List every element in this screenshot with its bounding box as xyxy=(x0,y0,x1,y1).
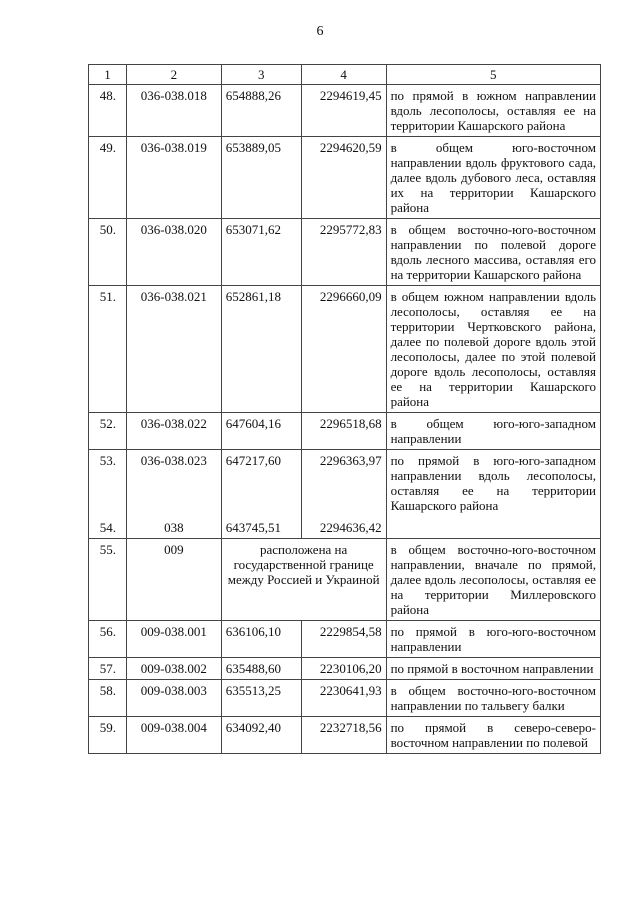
row-number: 56. xyxy=(89,621,127,658)
coord-x: 635488,60 xyxy=(221,658,301,680)
boundary-description: по прямой в юго-юго-восточном направлении xyxy=(386,621,600,658)
coord-y: 2230106,20 xyxy=(301,658,386,680)
boundary-description: по прямой в восточном направлении xyxy=(386,658,600,680)
table-row xyxy=(89,717,601,754)
point-code: 036-038.021 xyxy=(126,286,221,413)
border-location-note: расположена на государственной границе между Россией и Украиной xyxy=(221,539,386,621)
coord-y: 2229854,58 xyxy=(301,621,386,658)
boundary-description: в общем восточно-юго-восточном направлении по полевой дороге вдоль лесного массива, оставляя его на территории Кашарского района xyxy=(386,219,600,286)
table-row xyxy=(89,137,601,219)
row-number: 48. xyxy=(89,85,127,137)
coord-x: 643745,51 xyxy=(225,520,281,535)
coord-x: 636106,10 xyxy=(221,621,301,658)
coord-y: 2230641,93 xyxy=(301,680,386,717)
row-number: 52. xyxy=(89,413,127,450)
coord-x: 635513,25 xyxy=(221,680,301,717)
boundary-description: в общем юго-восточном направлении вдоль фруктового сада, далее вдоль дубового леса, оставляя их на территории Кашарского района xyxy=(386,137,600,219)
coord-x: 653889,05 xyxy=(221,137,301,219)
boundary-description: по прямой в северо-северо-восточном направлении по полевой xyxy=(386,717,600,754)
row-number: 53. xyxy=(99,453,116,468)
boundary-description: по прямой в южном направлении вдоль лесополосы, оставляя ее на территории Кашарского района xyxy=(386,85,600,137)
boundary-table xyxy=(88,64,601,754)
row-number: 55. xyxy=(89,539,127,621)
point-code: 038 xyxy=(164,520,184,535)
coord-y: 2296518,68 xyxy=(301,413,386,450)
row-number: 59. xyxy=(89,717,127,754)
boundary-description: в общем южном направлении вдоль лесополосы, оставляя ее на территории Чертковского района, далее по полевой дороге вдоль этой лесополосы, далее по этой полевой дороге вдоль лесополосы, оставляя ее на территории Кашарского района xyxy=(386,286,600,413)
coord-y: 2294620,59 xyxy=(301,137,386,219)
coord-y: 2296363,97 xyxy=(319,453,382,468)
table-row xyxy=(89,85,601,137)
boundary-description: в общем восточно-юго-восточном направлении по тальвегу балки xyxy=(386,680,600,717)
table-row xyxy=(89,621,601,658)
column-header: 2 xyxy=(126,65,221,85)
column-header: 4 xyxy=(301,65,386,85)
column-header: 5 xyxy=(386,65,600,85)
coord-x: 653071,62 xyxy=(221,219,301,286)
point-code: 009-038.002 xyxy=(126,658,221,680)
point-code: 009-038.001 xyxy=(126,621,221,658)
column-header: 3 xyxy=(221,65,301,85)
row-number: 51. xyxy=(89,286,127,413)
table-row xyxy=(89,539,601,621)
point-code: 036-038.022 xyxy=(126,413,221,450)
table-row xyxy=(89,413,601,450)
coord-x: 654888,26 xyxy=(221,85,301,137)
coord-x: 647604,16 xyxy=(221,413,301,450)
point-code: 009-038.003 xyxy=(126,680,221,717)
boundary-description: в общем восточно-юго-восточном направлении, вначале по прямой, далее вдоль лесополосы, оставляя ее на территории Миллеровского района xyxy=(386,539,600,621)
table-row xyxy=(89,286,601,413)
row-number: 50. xyxy=(89,219,127,286)
point-code: 036-038.019 xyxy=(126,137,221,219)
coord-y: 2232718,56 xyxy=(301,717,386,754)
row-number: 57. xyxy=(89,658,127,680)
point-code: 009-038.004 xyxy=(126,717,221,754)
boundary-description: по прямой в юго-юго-западном направлении вдоль лесополосы, оставляя ее на территории Кашарского района xyxy=(386,450,600,539)
row-number: 54. xyxy=(99,520,116,535)
coord-x: 634092,40 xyxy=(221,717,301,754)
point-code: 036-038.018 xyxy=(126,85,221,137)
point-code: 009 xyxy=(126,539,221,621)
table-row xyxy=(89,658,601,680)
coord-y: 2295772,83 xyxy=(301,219,386,286)
point-code: 036-038.020 xyxy=(126,219,221,286)
point-code: 036-038.023 xyxy=(140,453,207,468)
coord-x: 647217,60 xyxy=(225,453,281,468)
boundary-description: в общем юго-юго-западном направлении xyxy=(386,413,600,450)
coord-y: 2294619,45 xyxy=(301,85,386,137)
table-row xyxy=(89,450,601,539)
table-row xyxy=(89,680,601,717)
table-row xyxy=(89,219,601,286)
column-header: 1 xyxy=(89,65,127,85)
page-number: 6 xyxy=(316,24,324,39)
coord-x: 652861,18 xyxy=(221,286,301,413)
coord-y: 2294636,42 xyxy=(319,520,382,535)
header-row xyxy=(89,65,601,85)
row-number: 58. xyxy=(89,680,127,717)
coord-y: 2296660,09 xyxy=(301,286,386,413)
row-number: 49. xyxy=(89,137,127,219)
